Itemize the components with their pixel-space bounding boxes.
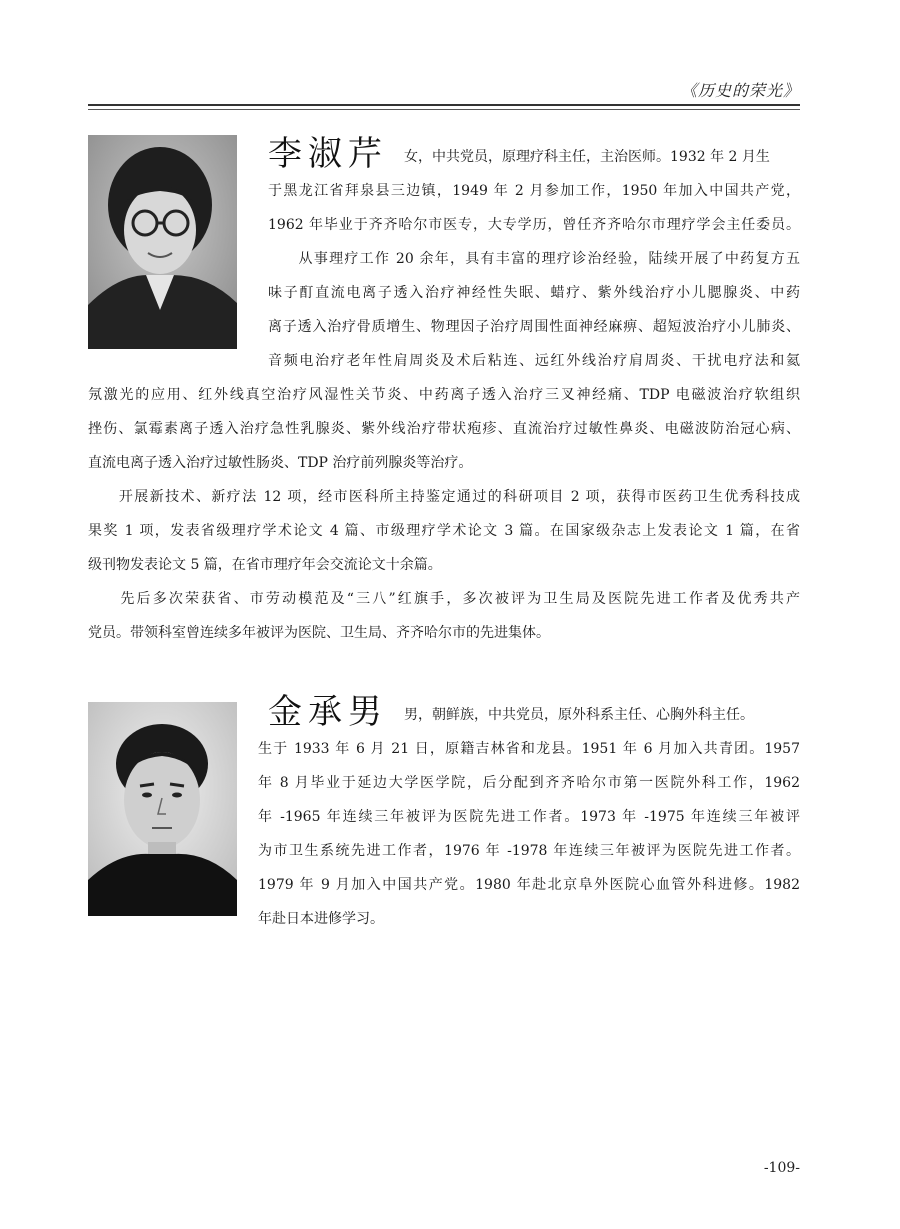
- bio-1-line-12: 级刊物发表论文 5 篇，在省市理疗年会交流论文十余篇。: [88, 557, 442, 573]
- person-name-1: 李淑芹: [268, 134, 388, 174]
- bio-1-line-0: 女，中共党员，原理疗科主任，主治医师。1932 年 2 月生: [404, 149, 770, 165]
- page-number: -109-: [763, 1160, 800, 1176]
- person-name-2: 金承男: [268, 692, 388, 732]
- bio-1-line-1: 于黑龙江省拜泉县三边镇，1949 年 2 月参加工作，1950 年加入中国共产党，: [268, 183, 800, 199]
- header-rule: [88, 104, 800, 106]
- bio-1-line-8: 挫伤、氯霉素离子透入治疗急性乳腺炎、紫外线治疗带状疱疹、直流治疗过敏性鼻炎、电磁波防治冠心病、: [88, 421, 800, 437]
- bio-2-first-line: [268, 692, 800, 732]
- bio-1-line-11: 果奖 1 项，发表省级理疗学术论文 4 篇、市级理疗学术论文 3 篇。在国家级杂志上发表论文 1 篇，在省: [88, 523, 800, 539]
- bio-1-line-5: 离子透入治疗骨质增生、物理因子治疗周围性面神经麻痹、超短波治疗小儿肺炎、: [268, 319, 800, 335]
- bio-2-line-2: 年 8 月毕业于延边大学医学院，后分配到齐齐哈尔市第一医院外科工作，1962: [258, 775, 800, 791]
- bio-2-line-4: 为市卫生系统先进工作者，1976 年 -1978 年连续三年被评为医院先进工作者。: [258, 843, 800, 859]
- bio-1-line-9: 直流电离子透入治疗过敏性肠炎、TDP 治疗前列腺炎等治疗。: [88, 455, 473, 471]
- bio-2-line-1: 生于 1933 年 6 月 21 日，原籍吉林省和龙县。1951 年 6 月加入共青团。1957: [258, 741, 800, 757]
- bio-2-line-3: 年 -1965 年连续三年被评为医院先进工作者。1973 年 -1975 年连续三年被评: [258, 809, 800, 825]
- bio-2-line-5: 1979 年 9 月加入中国共产党。1980 年赴北京阜外医院心血管外科进修。1982: [258, 877, 800, 893]
- running-header-title: 《历史的荣光》: [680, 81, 800, 100]
- bio-li-shuqin: [88, 134, 800, 650]
- bio-1-line-13: 先后多次荣获省、市劳动模范及“三八”红旗手，多次被评为卫生局及医院先进工作者及优秀共产: [88, 591, 800, 607]
- bio-jin-chengnan: [258, 692, 800, 936]
- bio-2-line-6: 年赴日本进修学习。: [258, 911, 384, 927]
- bio-1-line-2: 1962 年毕业于齐齐哈尔市医专，大专学历，曾任齐齐哈尔市理疗学会主任委员。: [268, 217, 800, 233]
- bio-2-line-0: 男，朝鲜族，中共党员，原外科系主任、心胸外科主任。: [404, 707, 754, 723]
- bio-1-line-6: 音频电治疗老年性肩周炎及术后粘连、远红外线治疗肩周炎、干扰电疗法和氦: [268, 353, 800, 369]
- bio-1-line-3: 从事理疗工作 20 余年，具有丰富的理疗诊治经验，陆续开展了中药复方五: [268, 251, 800, 267]
- bio-1-line-14: 党员。带领科室曾连续多年被评为医院、卫生局、齐齐哈尔市的先进集体。: [88, 625, 550, 641]
- bio-1-line-4: 味子酊直流电离子透入治疗神经性失眠、蜡疗、紫外线治疗小儿腮腺炎、中药: [268, 285, 800, 301]
- bio-1-line-10: 开展新技术、新疗法 12 项，经市医科所主持鉴定通过的科研项目 2 项，获得市医药卫生优秀科技成: [88, 489, 800, 505]
- bio-1-line-7: 氖激光的应用、红外线真空治疗风湿性关节炎、中药离子透入治疗三叉神经痛、TDP 电磁波治疗软组织: [88, 387, 800, 403]
- bio-1-first-line: [268, 134, 800, 174]
- header-rule-thin: [88, 109, 800, 110]
- portrait-photo-2: [88, 702, 237, 916]
